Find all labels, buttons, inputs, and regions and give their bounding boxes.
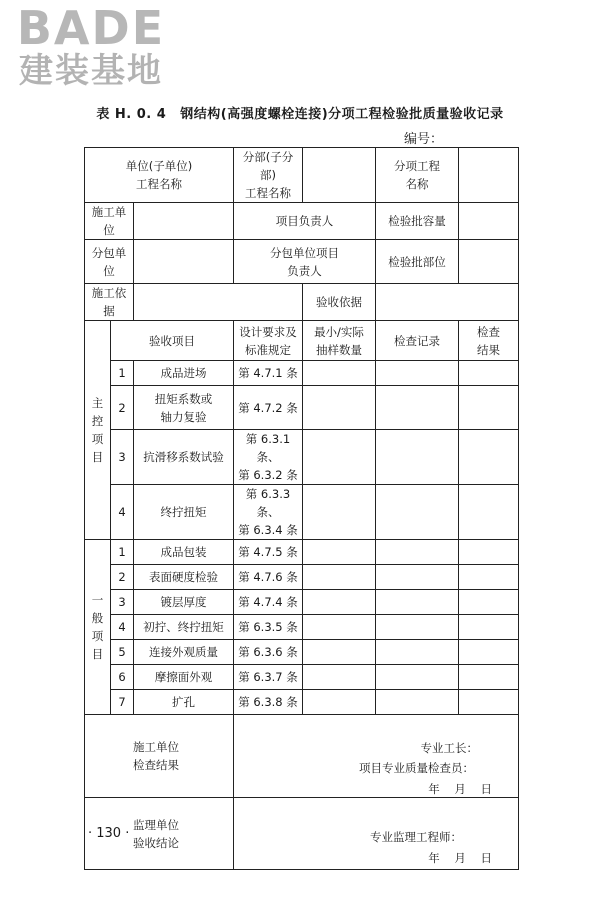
general-row-record[interactable] bbox=[376, 565, 459, 590]
col-item-header: 验收项目 bbox=[111, 321, 234, 361]
general-row-result[interactable] bbox=[459, 665, 519, 690]
supervision-label: 监理单位 验收结论 bbox=[85, 798, 234, 870]
main-row-record[interactable] bbox=[376, 386, 459, 430]
general-row-sample[interactable] bbox=[303, 615, 376, 640]
acceptance-record-table bbox=[84, 147, 519, 870]
number-label: 编号： bbox=[404, 132, 444, 147]
construction-basis-value[interactable] bbox=[134, 284, 303, 321]
main-row-3 bbox=[85, 430, 519, 485]
general-row-sample[interactable] bbox=[303, 590, 376, 615]
general-row-item: 初拧、终拧扭矩 bbox=[134, 615, 234, 640]
supervision-row bbox=[85, 798, 519, 870]
main-row-item: 扭矩系数或 轴力复验 bbox=[134, 386, 234, 430]
general-row-clause: 第 6.3.7 条 bbox=[234, 665, 303, 690]
col-design-header: 设计要求及 标准规定 bbox=[234, 321, 303, 361]
main-row-clause: 第 4.7.1 条 bbox=[234, 361, 303, 386]
general-row-6 bbox=[85, 665, 519, 690]
document-title bbox=[0, 103, 600, 122]
general-row-item: 摩擦面外观 bbox=[134, 665, 234, 690]
general-row-result[interactable] bbox=[459, 565, 519, 590]
main-row-item: 终拧扭矩 bbox=[134, 485, 234, 540]
unit-name-label: 单位(子单位) 工程名称 bbox=[85, 148, 234, 203]
general-row-item: 镀层厚度 bbox=[134, 590, 234, 615]
general-row-sample[interactable] bbox=[303, 665, 376, 690]
logo-brand: BADE bbox=[16, 1, 166, 55]
title-text: 钢结构(高强度螺栓连接)分项工程检验批质量验收记录 bbox=[180, 107, 504, 122]
general-row-result[interactable] bbox=[459, 590, 519, 615]
main-row-no: 2 bbox=[111, 386, 134, 430]
general-row-no: 1 bbox=[111, 540, 134, 565]
construction-unit-value[interactable] bbox=[134, 203, 234, 240]
construction-basis-label: 施工依据 bbox=[85, 284, 134, 321]
general-row-item: 表面硬度检验 bbox=[134, 565, 234, 590]
main-row-no: 1 bbox=[111, 361, 134, 386]
general-row-record[interactable] bbox=[376, 590, 459, 615]
general-row-7 bbox=[85, 690, 519, 715]
main-row-4 bbox=[85, 485, 519, 540]
main-row-1 bbox=[85, 361, 519, 386]
main-row-sample[interactable] bbox=[303, 386, 376, 430]
construction-check-signature[interactable] bbox=[234, 715, 519, 798]
main-row-record[interactable] bbox=[376, 485, 459, 540]
general-row-clause: 第 6.3.6 条 bbox=[234, 640, 303, 665]
general-row-record[interactable] bbox=[376, 665, 459, 690]
main-row-result[interactable] bbox=[459, 485, 519, 540]
batch-location-label: 检验批部位 bbox=[376, 240, 459, 284]
general-row-no: 5 bbox=[111, 640, 134, 665]
main-row-record[interactable] bbox=[376, 430, 459, 485]
general-row-no: 2 bbox=[111, 565, 134, 590]
construction-check-label: 施工单位 检查结果 bbox=[85, 715, 234, 798]
general-row-item: 扩孔 bbox=[134, 690, 234, 715]
general-row-1 bbox=[85, 540, 519, 565]
construction-check-row bbox=[85, 715, 519, 798]
general-row-result[interactable] bbox=[459, 615, 519, 640]
general-row-clause: 第 4.7.4 条 bbox=[234, 590, 303, 615]
general-row-item: 成品包装 bbox=[134, 540, 234, 565]
main-row-sample[interactable] bbox=[303, 361, 376, 386]
main-row-result[interactable] bbox=[459, 430, 519, 485]
main-row-sample[interactable] bbox=[303, 485, 376, 540]
acceptance-basis-value[interactable] bbox=[376, 284, 519, 321]
main-row-no: 4 bbox=[111, 485, 134, 540]
inspector-label: 项目专业质量检查员： bbox=[359, 761, 474, 775]
bade-logo bbox=[6, 1, 176, 91]
general-row-3 bbox=[85, 590, 519, 615]
general-row-sample[interactable] bbox=[303, 640, 376, 665]
header-row-names bbox=[85, 148, 519, 203]
general-row-4 bbox=[85, 615, 519, 640]
main-control-label: 主 控 项 目 bbox=[85, 321, 111, 540]
batch-capacity-label: 检验批容量 bbox=[376, 203, 459, 240]
col-sample-header: 最小/实际 抽样数量 bbox=[303, 321, 376, 361]
general-row-record[interactable] bbox=[376, 640, 459, 665]
general-row-no: 7 bbox=[111, 690, 134, 715]
general-row-result[interactable] bbox=[459, 640, 519, 665]
general-row-record[interactable] bbox=[376, 690, 459, 715]
main-row-no: 3 bbox=[111, 430, 134, 485]
sub-leader-label: 分包单位项目 负责人 bbox=[234, 240, 376, 284]
col-record-header: 检查记录 bbox=[376, 321, 459, 361]
subcontract-unit-value[interactable] bbox=[134, 240, 234, 284]
general-row-2 bbox=[85, 565, 519, 590]
table-code: 表 H. 0. 4 bbox=[96, 107, 167, 122]
acceptance-basis-label: 验收依据 bbox=[303, 284, 376, 321]
main-row-result[interactable] bbox=[459, 386, 519, 430]
batch-location-value[interactable] bbox=[459, 240, 519, 284]
general-items-label: 一 般 项 目 bbox=[85, 540, 111, 715]
main-row-record[interactable] bbox=[376, 361, 459, 386]
main-row-clause: 第 6.3.3 条、 第 6.3.4 条 bbox=[234, 485, 303, 540]
column-header-row bbox=[85, 321, 519, 361]
supervision-engineer-label: 专业监理工程师： bbox=[370, 830, 462, 844]
construction-unit-label: 施工单位 bbox=[85, 203, 134, 240]
general-row-record[interactable] bbox=[376, 615, 459, 640]
general-row-item: 连接外观质量 bbox=[134, 640, 234, 665]
subcontract-unit-label: 分包单位 bbox=[85, 240, 134, 284]
main-row-item: 抗滑移系数试验 bbox=[134, 430, 234, 485]
item-name-value[interactable] bbox=[459, 148, 519, 203]
batch-capacity-value[interactable] bbox=[459, 203, 519, 240]
main-row-sample[interactable] bbox=[303, 430, 376, 485]
general-row-no: 6 bbox=[111, 665, 134, 690]
general-row-clause: 第 4.7.6 条 bbox=[234, 565, 303, 590]
main-row-2 bbox=[85, 386, 519, 430]
general-row-result[interactable] bbox=[459, 690, 519, 715]
general-row-no: 4 bbox=[111, 615, 134, 640]
header-row-construction bbox=[85, 203, 519, 240]
sub-name-label: 分部(子分部) 工程名称 bbox=[234, 148, 303, 203]
sub-name-value[interactable] bbox=[303, 148, 376, 203]
general-row-sample[interactable] bbox=[303, 540, 376, 565]
general-row-clause: 第 6.3.8 条 bbox=[234, 690, 303, 715]
logo-subtitle: 建装基地 bbox=[19, 51, 163, 91]
item-name-label: 分项工程 名称 bbox=[376, 148, 459, 203]
general-row-record[interactable] bbox=[376, 540, 459, 565]
header-row-basis bbox=[85, 284, 519, 321]
general-row-clause: 第 4.7.5 条 bbox=[234, 540, 303, 565]
col-result-header: 检查 结果 bbox=[459, 321, 519, 361]
project-leader-label: 项目负责人 bbox=[234, 203, 376, 240]
main-row-clause: 第 6.3.1 条、 第 6.3.2 条 bbox=[234, 430, 303, 485]
general-row-sample[interactable] bbox=[303, 565, 376, 590]
general-row-clause: 第 6.3.5 条 bbox=[234, 615, 303, 640]
general-row-result[interactable] bbox=[459, 540, 519, 565]
header-row-subcontract bbox=[85, 240, 519, 284]
general-row-5 bbox=[85, 640, 519, 665]
supervision-signature[interactable] bbox=[234, 798, 519, 870]
supervision-date: 年 月 日 bbox=[428, 851, 492, 865]
foreman-label: 专业工长： bbox=[420, 741, 478, 755]
construction-date: 年 月 日 bbox=[428, 782, 492, 796]
general-row-sample[interactable] bbox=[303, 690, 376, 715]
main-row-item: 成品进场 bbox=[134, 361, 234, 386]
main-row-result[interactable] bbox=[459, 361, 519, 386]
page-number: · 130 · bbox=[88, 826, 130, 841]
general-row-no: 3 bbox=[111, 590, 134, 615]
main-row-clause: 第 4.7.2 条 bbox=[234, 386, 303, 430]
